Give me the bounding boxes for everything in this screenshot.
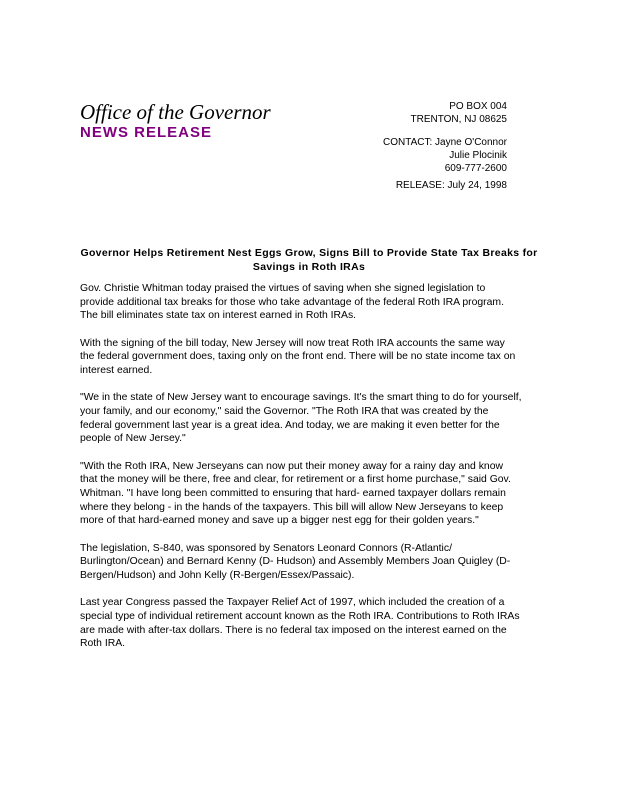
paragraph: Last year Congress passed the Taxpayer Relief Act of 1997, which included the creation of a special type of individual retirement account known as the Roth IRA. Contributions to Roth IRAs are made with after-tax dollars. There is no federal tax imposed on the interest earned on the Roth IRA. [80,597,520,650]
news-release-label: NEWS RELEASE [80,124,213,141]
paragraph: "With the Roth IRA, New Jerseyans can now put their money away for a rainy day and know that the money will be there, free and clear, for retirement or a first home purchase," said Gov. Whitman. "I have long been committed to ensuring that hard- earned taxpayer dollars remain where they belong - in the hands of the taxpayers. This bill will allow New Jerseyans to keep more of that hard-earned money and save up a bigger nest egg for their golden years." [80,460,511,527]
contact-phone: 609-777-2600 [444,162,507,174]
contact-block [383,137,507,175]
paragraph: With the signing of the bill today, New Jersey will now treat Roth IRA accounts the same way the federal government does, taxing only on the front end. There will be no state income tax on interest earned. [80,337,516,377]
paragraph: Gov. Christie Whitman today praised the virtues of saving when she signed legislation to provide additional tax breaks for those who take advantage of the federal Roth IRA program. The bill eliminates state tax on interest earned in Roth IRAs. [80,283,504,322]
article-body [80,282,522,664]
contact-line: Julie Plocinik [449,149,507,161]
office-title: Office of the Governor [80,100,271,124]
paragraph: The legislation, S-840, was sponsored by Senators Leonard Connors (R-Atlantic/ Burlington/Ocean) and Bernard Kenny (D- Hudson) and Assembly Members Joan Quigley (D-Bergen/Hudson) and John Kelly (R-Bergen/Essex/Passaic). [80,542,511,581]
release-date: RELEASE: July 24, 1998 [395,180,507,191]
headline: Governor Helps Retirement Nest Eggs Grow, Signs Bill to Provide State Tax Breaks for Savings in Roth IRAs [80,247,538,273]
paragraph: "We in the state of New Jersey want to encourage savings. It's the smart thing to do for yourself, your family, and our economy," said the Governor. "The Roth IRA that was created by the federal government last year is a great idea. And today, we are making it even better for the people of New Jersey." [80,392,522,445]
contact-line: CONTACT: Jayne O'Connor [383,137,507,148]
address-line: TRENTON, NJ 08625 [410,113,507,125]
address-block [410,101,507,127]
address-line: PO BOX 004 [449,101,507,112]
